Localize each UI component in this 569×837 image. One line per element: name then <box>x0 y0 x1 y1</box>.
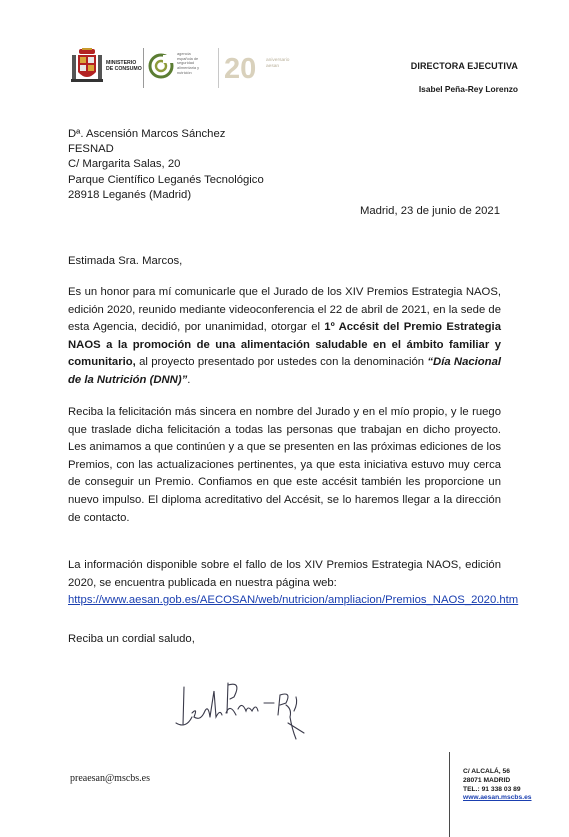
paragraph-congratulations: Reciba la felicitación más sincera en nombre del Jurado y en el mío propio, y le ruego que traslade dicha felicitación a todas las personas que trabajan en dicho proyecto. Les animamos a que continúen y a que se presenten en las próximas ediciones de los Premios, con las actualizaciones pertinentes, ya que esta iniciativa estuvo muy cerca de conseguir un Premio. Confiamos en que este accésit también les proporcione un nuevo impulso. El diploma acreditativo del Accésit, se lo haremos llegar a la dirección de contacto. <box>68 406 501 524</box>
recipient-park: Parque Científico Leganés Tecnológico <box>68 173 264 186</box>
aesan-agency-logo <box>148 53 174 79</box>
closing: Reciba un cordial saludo, <box>68 633 195 645</box>
director-name: Isabel Peña-Rey Lorenzo <box>418 84 518 94</box>
director-title: DIRECTORA EJECUTIVA <box>410 61 518 71</box>
recipient-street: C/ Margarita Salas, 20 <box>68 158 181 171</box>
recipient-org: FESNAD <box>68 143 114 156</box>
website-link[interactable]: www.aesan.mscbs.es <box>463 794 532 802</box>
paragraph-info: La información disponible sobre el fallo de los XIV Premios Estrategia NAOS, edición 2020, se encuentra publicada en nuestra página web: https://www.aesan.gob.es/AECOSAN/web/nutricion/ampliacion/Premios_NAOS_2020.htm <box>68 559 519 607</box>
handwritten-signature <box>170 673 320 753</box>
anniversary-20-logo <box>224 51 264 83</box>
footer-divider <box>449 752 450 837</box>
recipient-city: 28918 Leganés (Madrid) <box>68 188 192 201</box>
paragraph-award: Es un honor para mí comunicarle que el Jurado de los XIV Premios Estrategia NAOS, edición 2020, reunido mediante videoconferencia el 22 de abril de 2021, en la sede de esta Agencia, decidió, por unanimidad, otorgar el 1º Accésit del Premio Estrategia NAOS a la promoción de una alimentación saludable en el ámbito familiar y comunitario, al proyecto presentado por ustedes con la denominación “Día Nacional de la Nutrición (DNN)”. <box>68 286 502 386</box>
agency-name: agencia española de seguridad alimentaria y nutrición <box>177 51 200 75</box>
greeting: Estimada Sra. Marcos, <box>68 255 183 267</box>
anniversary-number: 20 <box>224 53 257 83</box>
ministry-label: MINISTERIO DE CONSUMO <box>106 60 142 72</box>
header-divider <box>218 48 219 88</box>
recipient-name: Dª. Ascensión Marcos Sánchez <box>68 128 226 140</box>
footer-address: C/ ALCALÁ, 56 28071 MADRID TEL.: 91 338 03 89 www.aesan.mscbs.es <box>463 768 532 802</box>
contact-email: preaesan@mscbs.es <box>70 773 151 784</box>
coat-of-arms-logo <box>70 48 104 86</box>
naos-results-link[interactable]: https://www.aesan.gob.es/AECOSAN/web/nutricion/ampliacion/Premios_NAOS_2020.htm <box>68 594 519 607</box>
anniversary-text: aniversario aesan <box>266 58 290 69</box>
header-divider <box>143 48 144 88</box>
letter-date: Madrid, 23 de junio de 2021 <box>359 205 500 217</box>
recipient-address <box>68 127 264 203</box>
